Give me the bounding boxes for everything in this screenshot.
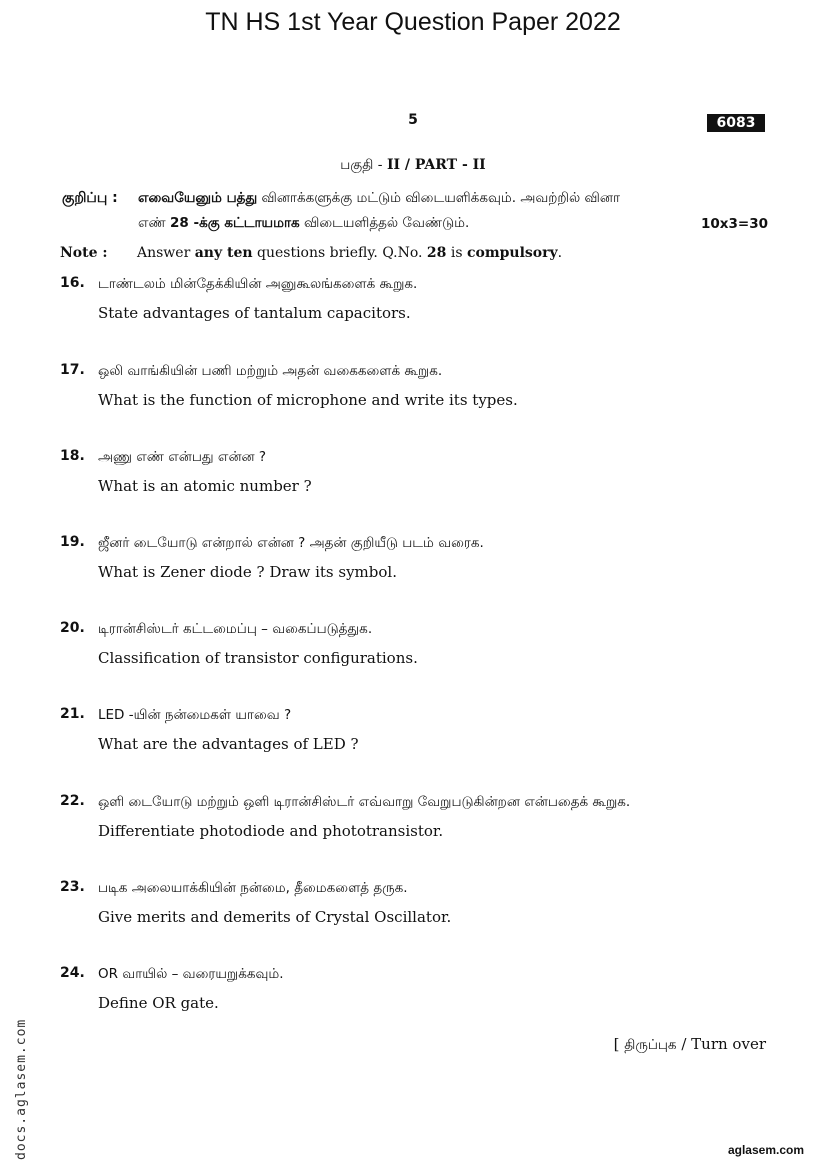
question-number: 16. [60, 275, 85, 291]
question-number: 21. [60, 706, 85, 722]
instructions-line-1 [138, 190, 620, 208]
question-number: 17. [60, 362, 85, 378]
note-text-mid2: is [446, 245, 467, 261]
question-english: What is the function of microphone and write its types. [98, 391, 518, 409]
note-text-end: . [557, 245, 563, 261]
note-text-mid: questions briefly. Q.No. [252, 245, 427, 261]
question-english: Define OR gate. [98, 994, 219, 1012]
part-heading [0, 157, 826, 175]
question-number: 18. [60, 448, 85, 464]
question-tamil: OR வாயில் – வரையறுக்கவும். [98, 966, 284, 982]
note-text-qno: 28 [426, 245, 447, 261]
question-number: 22. [60, 793, 85, 809]
instructions-label: குறிப்பு : [62, 190, 118, 206]
question-tamil: ஒளி டையோடு மற்றும் ஒளி டிரான்சிஸ்டர் எவ்வாறு வேறுபடுகின்றன என்பதைக் கூறுக. [98, 794, 631, 810]
part-heading-dash: - [373, 157, 387, 173]
marks-allocation: 10x3=30 [701, 216, 768, 232]
note-text-compulsory: compulsory [466, 245, 558, 261]
instructions-line-1-text: வினாக்களுக்கு மட்டும் விடையளிக்கவும். அவற்றில் வினா [257, 190, 621, 206]
part-heading-english: II / PART - II [386, 157, 486, 173]
banner-title: TN HS 1st Year Question Paper 2022 [205, 8, 621, 36]
turn-over-tamil: திருப்புக [624, 1037, 677, 1053]
page-number: 5 [408, 112, 418, 128]
instructions-line-2-bold: 28 -க்கு கட்டாயமாக [170, 215, 300, 231]
question-number: 19. [60, 534, 85, 550]
question-tamil: LED -யின் நன்மைகள் யாவை ? [98, 707, 292, 723]
question-tamil: ஜீனர் டையோடு என்றால் என்ன ? அதன் குறியீடு படம் வரைக. [98, 535, 484, 551]
instructions-line-2 [138, 215, 469, 233]
question-tamil: அணு எண் என்பது என்ன ? [98, 449, 267, 465]
question-tamil: டாண்டலம் மின்தேக்கியின் அனுகூலங்களைக் கூறுக. [98, 276, 418, 292]
question-number: 20. [60, 620, 85, 636]
question-english: What are the advantages of LED ? [98, 735, 359, 753]
turn-over-note [614, 1035, 766, 1055]
instructions-line-2-pre: எண் [138, 215, 171, 231]
part-heading-tamil: பகுதி [340, 157, 374, 173]
question-english: State advantages of tantalum capacitors. [98, 304, 411, 322]
note-text [137, 245, 562, 261]
turn-over-english: / Turn over [676, 1035, 766, 1053]
turn-over-bracket: [ [613, 1035, 625, 1053]
question-number: 23. [60, 879, 85, 895]
note-label: Note : [60, 245, 108, 261]
question-number: 24. [60, 965, 85, 981]
site-logo-text: aglasem.com [727, 1143, 804, 1157]
question-english: What is Zener diode ? Draw its symbol. [98, 563, 397, 581]
instructions-line-1-bold: எவையேனும் பத்து [138, 190, 258, 206]
watermark-url: docs.aglasem.com [14, 1018, 29, 1160]
question-english: Differentiate photodiode and phototransistor. [98, 822, 444, 840]
paper-code-badge: 6083 [707, 114, 765, 132]
question-tamil: டிரான்சிஸ்டர் கட்டமைப்பு – வகைப்படுத்துக. [98, 621, 373, 637]
question-tamil: ஒலி வாங்கியின் பணி மற்றும் அதன் வகைகளைக் கூறுக. [98, 363, 443, 379]
question-tamil: படிக அலையாக்கியின் நன்மை, தீமைகளைத் தருக. [98, 880, 408, 896]
question-english: What is an atomic number ? [98, 477, 312, 495]
note-text-any-ten: any ten [194, 245, 253, 261]
instructions-line-2-text: விடையளித்தல் வேண்டும். [299, 215, 470, 231]
question-english: Classification of transistor configurations. [98, 649, 418, 667]
question-english: Give merits and demerits of Crystal Oscillator. [98, 908, 452, 926]
note-text-pre: Answer [137, 245, 195, 261]
